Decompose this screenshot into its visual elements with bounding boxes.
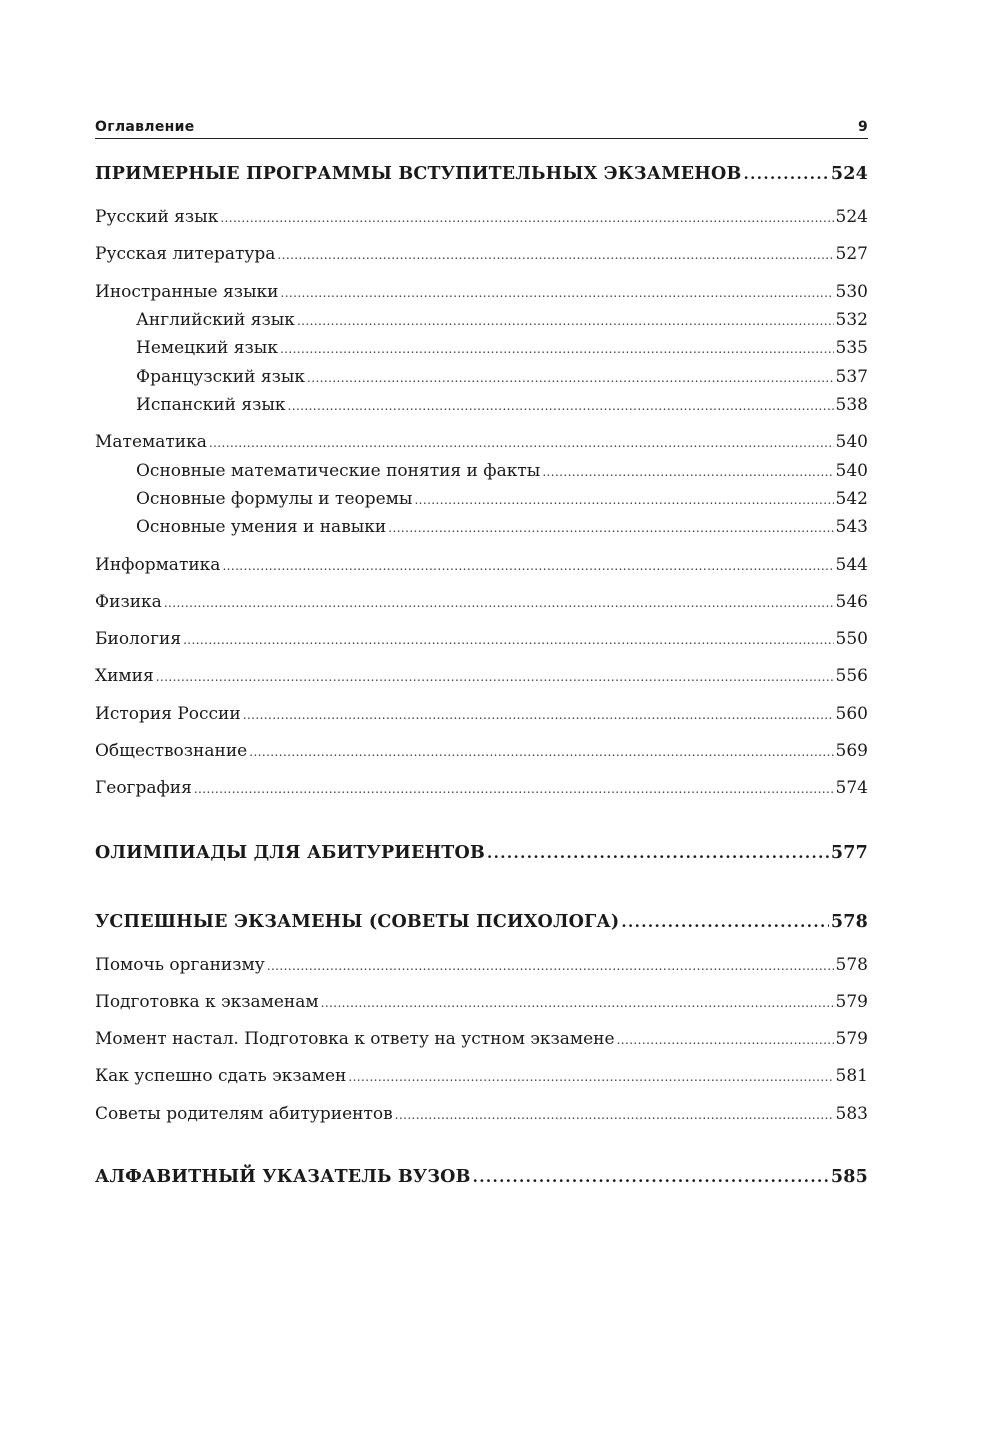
toc-leader <box>280 338 834 360</box>
toc-page-number: 540 <box>835 461 868 481</box>
toc-label: УСПЕШНЫЕ ЭКЗАМЕНЫ (СОВЕТЫ ПСИХОЛОГА) <box>95 912 620 932</box>
toc-entry[interactable] <box>95 1028 868 1051</box>
toc-subentry[interactable] <box>136 366 868 389</box>
toc-subentry[interactable] <box>136 488 868 511</box>
toc-leader <box>183 629 833 651</box>
toc-page-number: 540 <box>835 432 868 452</box>
toc-leader <box>280 282 833 304</box>
toc-section[interactable] <box>95 163 868 185</box>
toc-entry[interactable] <box>95 554 868 577</box>
toc-entry[interactable] <box>95 243 868 266</box>
toc-label: Иностранные языки <box>95 282 279 302</box>
toc-entry[interactable] <box>95 628 868 651</box>
toc-leader <box>542 461 833 483</box>
toc-leader <box>621 911 829 933</box>
toc-leader <box>288 395 834 417</box>
toc-entry[interactable] <box>95 1103 868 1126</box>
toc-leader <box>388 517 833 539</box>
toc-page-number: 543 <box>835 517 868 537</box>
toc-label: АЛФАВИТНЫЙ УКАЗАТЕЛЬ ВУЗОВ <box>95 1167 471 1187</box>
toc-leader <box>307 367 834 389</box>
toc-label: Математика <box>95 432 207 452</box>
toc-entry[interactable] <box>95 281 868 304</box>
toc-page-number: 585 <box>830 1167 868 1187</box>
toc-leader <box>164 592 834 614</box>
running-header <box>95 116 868 139</box>
toc-page-number: 537 <box>835 367 868 387</box>
toc-page-number: 538 <box>835 395 868 415</box>
toc-page-number: 577 <box>830 843 868 863</box>
toc-entry[interactable] <box>95 431 868 454</box>
toc-page-number: 579 <box>835 1029 868 1049</box>
toc-label: Как успешно сдать экзамен <box>95 1066 347 1086</box>
toc-label: Советы родителям абитуриентов <box>95 1104 393 1124</box>
toc-entry[interactable] <box>95 954 868 977</box>
toc-leader <box>267 955 834 977</box>
toc-page-number: 527 <box>835 244 868 264</box>
toc-label: Основные умения и навыки <box>136 517 387 537</box>
toc-entry[interactable] <box>95 740 868 763</box>
toc-label: Основные математические понятия и факты <box>136 461 541 481</box>
toc-label: Английский язык <box>136 310 295 330</box>
toc-label: Физика <box>95 592 162 612</box>
header-title: Оглавление <box>95 119 195 135</box>
toc-label: Основные формулы и теоремы <box>136 489 413 509</box>
toc-page-number: 574 <box>835 778 868 798</box>
toc-leader <box>156 666 834 688</box>
toc-entry[interactable] <box>95 591 868 614</box>
toc-label: Немецкий язык <box>136 338 278 358</box>
toc-page-number: 530 <box>835 282 868 302</box>
toc-entry[interactable] <box>95 665 868 688</box>
toc-label: Информатика <box>95 555 221 575</box>
toc-leader <box>209 432 834 454</box>
toc-label: Испанский язык <box>136 395 286 415</box>
toc-section[interactable] <box>95 1166 868 1188</box>
toc-section[interactable] <box>95 911 868 933</box>
toc-leader <box>243 704 834 726</box>
toc-label: Обществознание <box>95 741 248 761</box>
toc-label: Русская литература <box>95 244 276 264</box>
toc-page-number: 532 <box>835 310 868 330</box>
toc-label: Французский язык <box>136 367 306 387</box>
toc-label: Подготовка к экзаменам <box>95 992 319 1012</box>
toc-page-number: 560 <box>835 704 868 724</box>
toc-page-number: 579 <box>835 992 868 1012</box>
toc-entry[interactable] <box>95 991 868 1014</box>
toc-subentry[interactable] <box>136 460 868 483</box>
toc-label: Биология <box>95 629 182 649</box>
toc-leader <box>321 992 834 1014</box>
toc-page-number: 546 <box>835 592 868 612</box>
toc-label: ПРИМЕРНЫЕ ПРОГРАММЫ ВСТУПИТЕЛЬНЫХ ЭКЗАМЕНОВ <box>95 164 742 184</box>
toc-page-number: 569 <box>835 741 868 761</box>
toc-entry[interactable] <box>95 206 868 229</box>
toc-label: История России <box>95 704 241 724</box>
toc-leader <box>277 244 833 266</box>
toc-page-number: 524 <box>835 207 868 227</box>
toc-leader <box>249 741 833 763</box>
toc-page-number: 583 <box>835 1104 868 1124</box>
toc-leader <box>743 163 828 185</box>
toc-page-number: 556 <box>835 666 868 686</box>
toc-leader <box>487 842 829 864</box>
toc-label: География <box>95 778 192 798</box>
toc-leader <box>194 778 834 800</box>
toc-page-number: 544 <box>835 555 868 575</box>
toc-subentry[interactable] <box>136 516 868 539</box>
toc-leader <box>473 1166 829 1188</box>
toc-entry[interactable] <box>95 703 868 726</box>
toc-leader <box>414 489 833 511</box>
toc-entry[interactable] <box>95 777 868 800</box>
toc-leader <box>395 1104 834 1126</box>
toc-page-number: 535 <box>835 338 868 358</box>
toc-leader <box>222 555 833 577</box>
toc-page-number: 578 <box>835 955 868 975</box>
toc-label: Помочь организму <box>95 955 265 975</box>
toc-page-number: 550 <box>835 629 868 649</box>
toc-label: Русский язык <box>95 207 219 227</box>
toc-subentry[interactable] <box>136 394 868 417</box>
toc-leader <box>617 1029 834 1051</box>
toc-page-number: 524 <box>830 164 868 184</box>
toc-section[interactable] <box>95 842 868 864</box>
toc-label: Химия <box>95 666 154 686</box>
toc-subentry[interactable] <box>136 309 868 332</box>
toc-entry[interactable] <box>95 1065 868 1088</box>
toc-label: Момент настал. Подготовка к ответу на устном экзамене <box>95 1029 615 1049</box>
header-page-number: 9 <box>857 119 868 135</box>
toc-page-number: 542 <box>835 489 868 509</box>
toc-leader <box>220 207 833 229</box>
toc-page-number: 581 <box>835 1066 868 1086</box>
toc-subentry[interactable] <box>136 337 868 360</box>
toc-page-number: 578 <box>830 912 868 932</box>
toc-leader <box>348 1066 833 1088</box>
toc-leader <box>297 310 834 332</box>
toc-label: ОЛИМПИАДЫ ДЛЯ АБИТУРИЕНТОВ <box>95 843 485 863</box>
